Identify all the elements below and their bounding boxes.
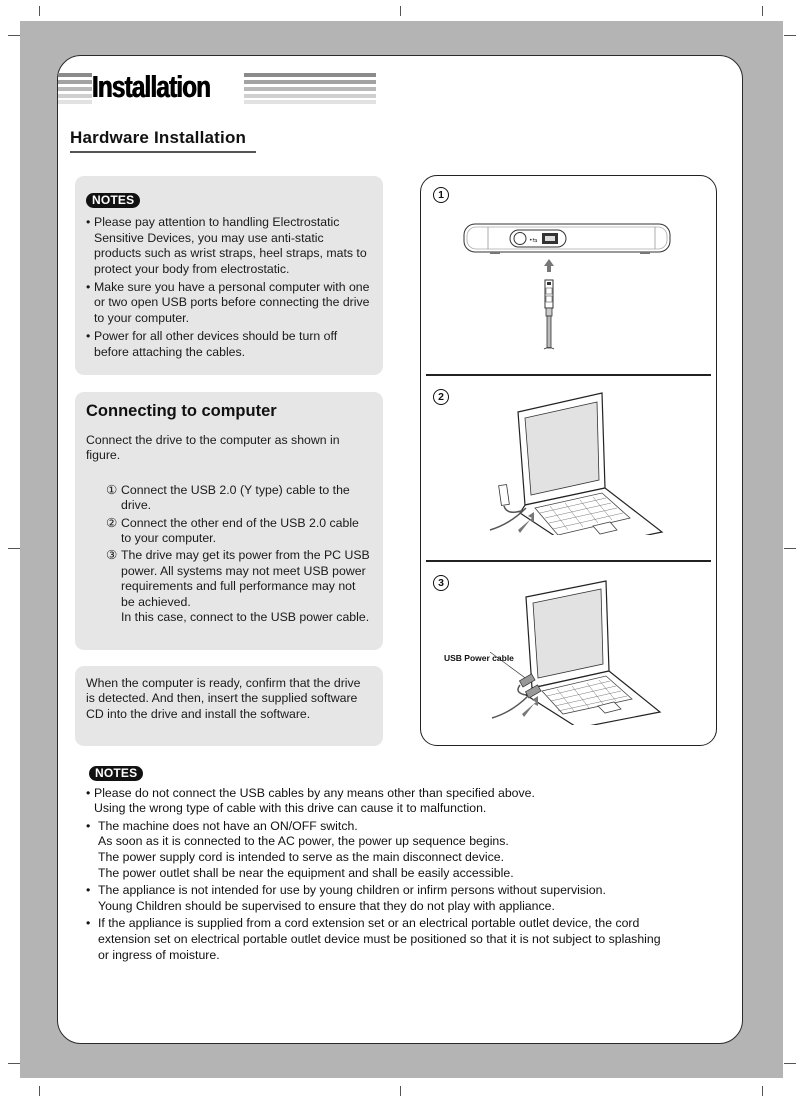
crop-mark xyxy=(784,35,796,36)
panel-divider xyxy=(426,374,711,376)
notes-box xyxy=(75,176,383,375)
list-item: • Please do not connect the USB cables by any means other than specified above. Using the wrong type of cable with this drive can cause it to malfunction. xyxy=(86,786,726,817)
laptop-power-cable-illustration-icon xyxy=(490,580,680,725)
crop-mark xyxy=(400,6,401,16)
connecting-heading: Connecting to computer xyxy=(86,402,277,420)
step-item: ③ The drive may get its power from the PC USB power. All systems may not meet USB power requirements and full performance may not be achieved. In this case, connect to the USB power cable. xyxy=(106,548,370,625)
step-number: ② xyxy=(106,515,118,530)
drive-usb-illustration-icon xyxy=(460,220,680,355)
step-note: In this case, connect to the USB power cable. xyxy=(121,610,370,625)
laptop-usb-illustration-icon xyxy=(480,390,670,535)
panel-divider xyxy=(426,560,711,562)
notes-badge: NOTES xyxy=(89,766,143,781)
bottom-notes-list xyxy=(86,786,726,964)
page-title: Installation xyxy=(92,69,211,104)
step-number-2-icon: 2 xyxy=(433,389,449,405)
svg-text:•⇆: •⇆ xyxy=(529,237,538,244)
crop-mark xyxy=(784,548,796,549)
steps-list xyxy=(106,483,371,626)
crop-mark xyxy=(8,1063,20,1064)
notes-badge: NOTES xyxy=(86,193,140,208)
usb-power-cable-label: USB Power cable xyxy=(444,653,514,663)
notes-list xyxy=(86,215,371,360)
crop-mark xyxy=(39,6,40,16)
list-item: • Please pay attention to handling Electrostatic Sensitive Devices, you may use anti-static products such as wrist straps, heel straps, mats to protect your body from electrostatic. xyxy=(86,215,371,277)
list-item: • If the appliance is supplied from a cord extension set or an electrical portable outlet device, the cord extension set on electrical portable outlet device must be positioned so that it is not subject to splashing or ingress of moisture. xyxy=(86,916,726,963)
step-item: ② Connect the other end of the USB 2.0 cable to your computer. xyxy=(106,515,359,546)
crop-mark xyxy=(8,548,20,549)
connecting-box xyxy=(75,392,383,650)
confirm-text: When the computer is ready, confirm that the drive is detected. And then, insert the supplied software CD into the drive and install the software. xyxy=(86,676,361,721)
crop-mark xyxy=(8,35,20,36)
crop-mark xyxy=(762,1086,763,1096)
crop-mark xyxy=(784,1063,796,1064)
step-number-1-icon: 1 xyxy=(433,187,449,203)
section-heading: Hardware Installation xyxy=(70,128,247,147)
step-number-3-icon: 3 xyxy=(433,575,449,591)
crop-mark xyxy=(762,6,763,16)
list-item: • The appliance is not intended for use by young children or infirm persons without supervision. Young Children should be supervised to ensure that they do not play with appliance. xyxy=(86,883,726,914)
step-item: ① Connect the USB 2.0 (Y type) cable to the drive. xyxy=(106,482,350,513)
step-number: ① xyxy=(106,482,118,497)
list-item: • Power for all other devices should be turn off before attaching the cables. xyxy=(86,329,371,360)
list-item: • Make sure you have a personal computer with one or two open USB ports before connecting the drive to your computer. xyxy=(86,280,371,326)
connecting-intro: Connect the drive to the computer as shown in figure. xyxy=(86,433,340,463)
section-underline xyxy=(70,151,256,153)
confirm-box xyxy=(75,666,383,746)
list-item: • The machine does not have an ON/OFF switch. As soon as it is connected to the AC power, the power up sequence begins. The power supply cord is intended to serve as the main disconnect device. The power outlet shall be near the equipment and shall be easily accessible. xyxy=(86,819,726,881)
step-number: ③ xyxy=(106,548,118,563)
crop-mark xyxy=(39,1086,40,1096)
crop-mark xyxy=(400,1086,401,1096)
bottom-notes xyxy=(86,766,726,965)
